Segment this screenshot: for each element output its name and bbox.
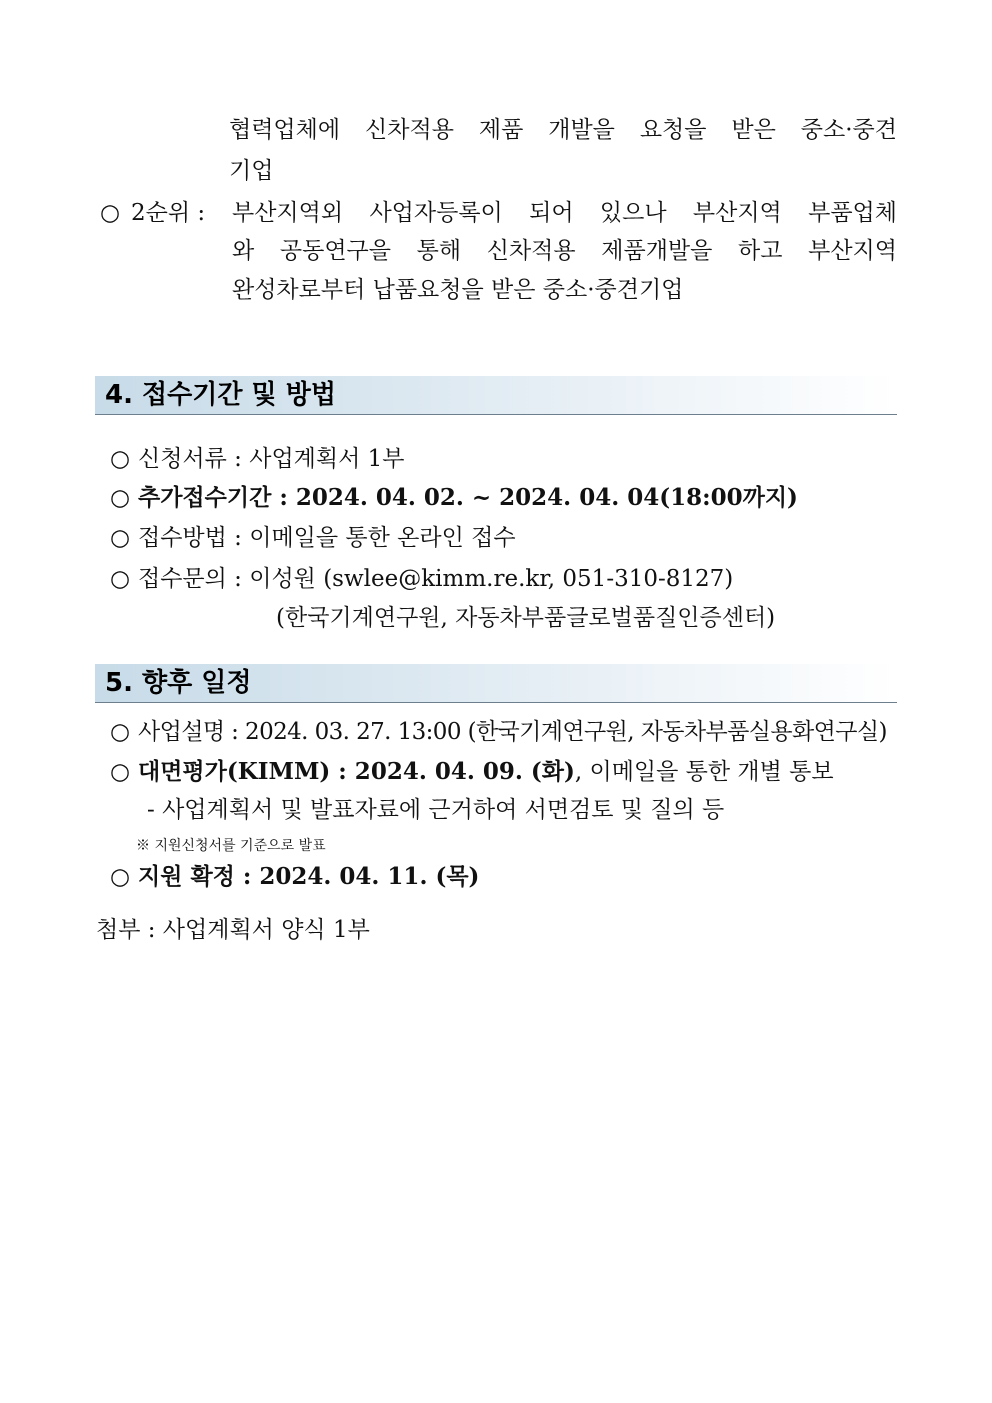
s4-item-1	[110, 444, 405, 474]
s5-item-1	[110, 717, 887, 747]
bullet-icon: ○	[110, 759, 131, 785]
section-4-title: 4. 접수기간 및 방법	[105, 380, 336, 410]
s4-item-2	[110, 483, 798, 513]
section-5-header	[95, 664, 897, 703]
s5-item-3-text: 지원 확정 : 2024. 04. 11. (목)	[138, 863, 480, 890]
rank2-line-3: 완성차로부터 납품요청을 받은 중소·중견기업	[232, 277, 684, 303]
bullet-icon: ○	[110, 446, 131, 472]
s5-item-1-text: 사업설명 : 2024. 03. 27. 13:00 (한국기계연구원, 자동차부품실용화연구실)	[138, 719, 887, 745]
s4-item-3-text: 접수방법 : 이메일을 통한 온라인 접수	[138, 525, 516, 551]
intro-line-1: 협력업체에 신차적용 제품 개발을 요청을 받은 중소·중견	[229, 117, 897, 143]
rank2-label: 2순위 :	[131, 200, 206, 226]
rank2-line-2: 와 공동연구을 통해 신차적용 제품개발을 하고 부산지역	[232, 238, 897, 264]
bullet-icon: ○	[110, 863, 131, 890]
rank2-bullet: ○	[100, 200, 121, 226]
s5-item-2-sub: - 사업계획서 및 발표자료에 근거하여 서면검토 및 질의 등	[147, 797, 725, 823]
section-4-header	[95, 376, 897, 415]
section-5-title: 5. 향후 일정	[105, 668, 252, 698]
s4-item-4-text: 접수문의 : 이성원 (swlee@kimm.re.kr, 051-310-8127)	[138, 566, 734, 592]
bullet-icon: ○	[110, 719, 130, 745]
s4-contact-org: (한국기계연구원, 자동차부품글로벌품질인증센터)	[276, 605, 776, 631]
s5-item-2-note: ※ 지원신청서를 기준으로 발표	[136, 838, 326, 854]
s4-item-1-text: 신청서류 : 사업계획서 1부	[138, 446, 405, 472]
bullet-icon: ○	[110, 525, 131, 551]
s5-item-2	[110, 757, 834, 787]
s4-item-2-text: 추가접수기간 : 2024. 04. 02. ~ 2024. 04. 04(18:00까지)	[138, 484, 798, 511]
rank2-line-1: 부산지역외 사업자등록이 되어 있으나 부산지역 부품업체	[232, 200, 897, 226]
s5-item-3	[110, 862, 479, 892]
attachment-note: 첨부 : 사업계획서 양식 1부	[96, 917, 370, 943]
s4-item-4	[110, 564, 733, 594]
s4-item-3	[110, 523, 516, 553]
s5-item-2-bold: 대면평가(KIMM) : 2024. 04. 09. (화)	[138, 758, 575, 785]
s5-item-2-rest: , 이메일을 통한 개별 통보	[574, 759, 834, 785]
intro-line-2: 기업	[229, 158, 274, 184]
bullet-icon: ○	[110, 484, 131, 511]
bullet-icon: ○	[110, 566, 131, 592]
